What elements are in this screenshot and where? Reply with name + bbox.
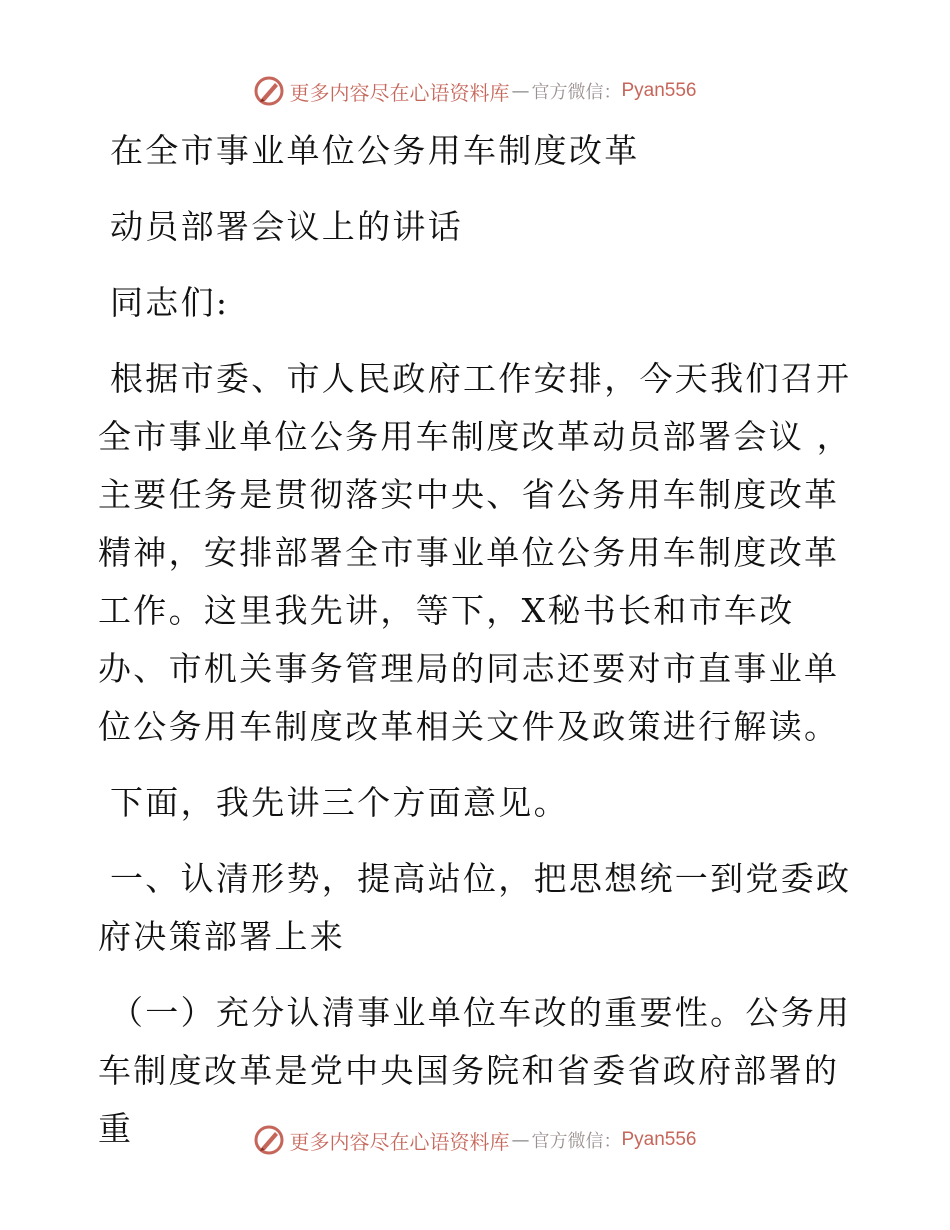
watermark-dash: —	[511, 80, 530, 102]
watermark-header	[0, 71, 950, 111]
paragraph-1: 根据市委、市人民政府工作安排，今天我们召开全市事业单位公务用车制度改革动员部署会议 ，主要任务是贯彻落实中央、省公务用车制度改革精神，安排部署全市事业单位公务用车制度改革工作。这里我先讲，等下，X秘书长和市车改办、市机关事务管理局的同志还要对市直事业单位公务用车制度改革相关文件及政策进行解读。	[98, 359, 853, 746]
pen-logo-icon	[253, 1124, 285, 1156]
watermark-dash: —	[511, 1129, 530, 1151]
pen-logo-icon	[253, 75, 285, 107]
watermark-main-text: 更多内容尽在心语资料库	[289, 1129, 510, 1154]
watermark-main-text: 更多内容尽在心语资料库	[289, 80, 510, 105]
watermark-wechat-id: Pyan556	[621, 1129, 697, 1150]
paragraph-3: （一）充分认清事业单位车改的重要性。公务用车制度改革是党中央国务院和省委省政府部署的重	[98, 993, 852, 1148]
title-line-1: 在全市事业单位公务用车制度改革	[110, 131, 640, 170]
watermark-wechat-label: 官方微信：	[531, 82, 622, 103]
watermark-footer	[0, 1120, 950, 1160]
watermark-wechat-id: Pyan556	[621, 80, 697, 101]
title-line-2: 动员部署会议上的讲话	[110, 207, 463, 246]
watermark-wechat-label: 官方微信：	[531, 1131, 622, 1152]
section-heading-1: 一、认清形势，提高站位，把思想统一到党委政府决策部署上来	[98, 859, 852, 956]
document-body	[98, 122, 858, 1176]
paragraph-2: 下面，我先讲三个方面意见。	[110, 783, 569, 822]
salutation: 同志们:	[110, 283, 230, 322]
